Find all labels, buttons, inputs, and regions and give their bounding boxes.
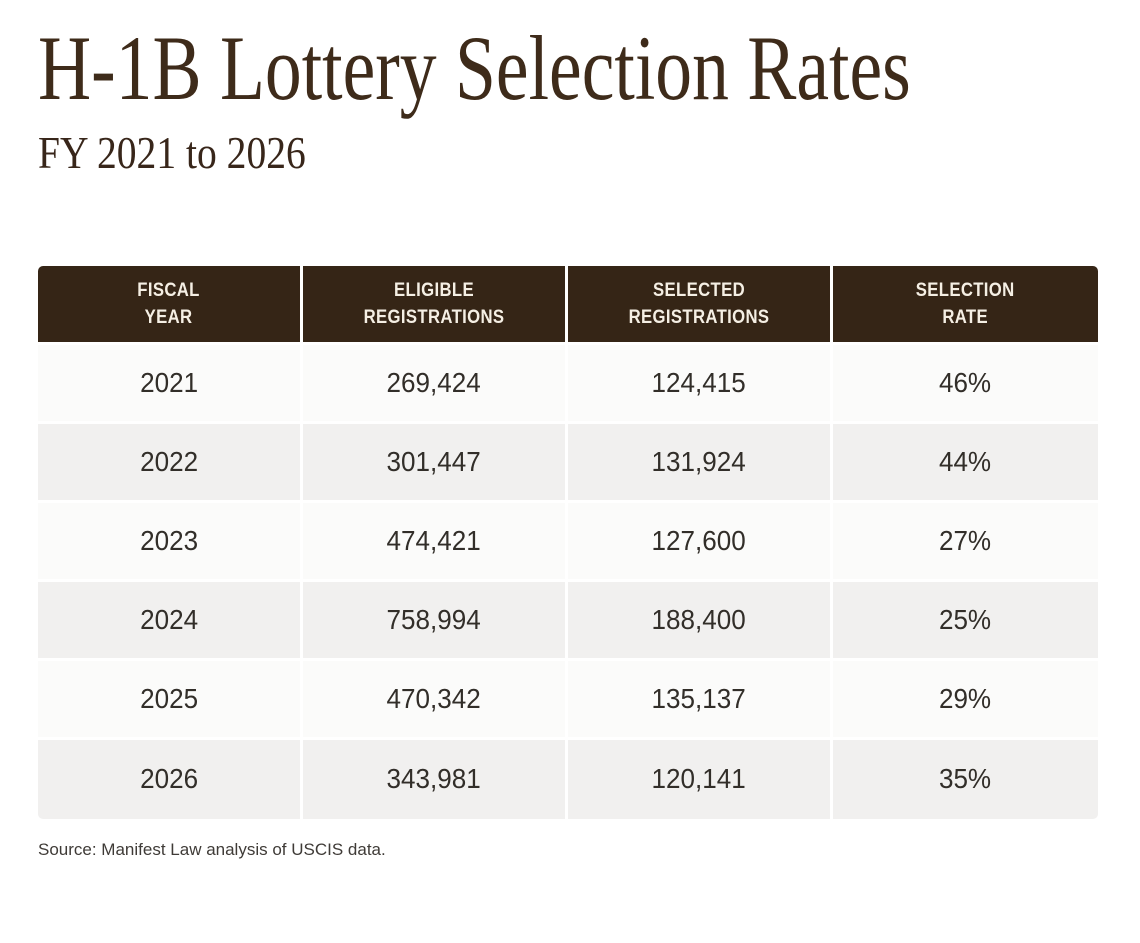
table-row-2022: [38, 424, 1098, 503]
cell-eligible-registrations: 301,447: [303, 424, 568, 503]
cell-fiscal-year: 2025: [38, 661, 303, 740]
cell-selection-rate: 44%: [833, 424, 1098, 503]
page-title: [38, 16, 1098, 121]
table-row-2021: [38, 345, 1098, 424]
column-header-selection-rate: [833, 266, 1098, 345]
cell-selected-registrations: 135,137: [568, 661, 833, 740]
table-row-2024: [38, 582, 1098, 661]
cell-selection-rate: 46%: [833, 345, 1098, 424]
column-header-line: REGISTRATIONS: [363, 306, 505, 328]
page-subtitle: [38, 127, 1098, 180]
table-header: [38, 266, 1098, 345]
cell-selection-rate: 29%: [833, 661, 1098, 740]
column-header-line: FISCAL: [137, 279, 201, 301]
cell-eligible-registrations: 758,994: [303, 582, 568, 661]
cell-eligible-registrations: 470,342: [303, 661, 568, 740]
table-body: [38, 345, 1098, 819]
infographic-page: [0, 16, 1140, 943]
cell-fiscal-year: 2026: [38, 740, 303, 819]
cell-fiscal-year: 2022: [38, 424, 303, 503]
selection-rates-table: [38, 266, 1098, 819]
column-header-line: SELECTION: [916, 279, 1015, 301]
column-header-line: ELIGIBLE: [394, 279, 474, 301]
source-attribution: Source: Manifest Law analysis of USCIS data.: [38, 839, 386, 859]
cell-eligible-registrations: 474,421: [303, 503, 568, 582]
column-header-fiscal-year: [38, 266, 303, 345]
cell-selected-registrations: 127,600: [568, 503, 833, 582]
column-header-line: RATE: [942, 306, 989, 328]
cell-selected-registrations: 124,415: [568, 345, 833, 424]
column-header-line: SELECTED: [652, 279, 745, 301]
table-row-2023: [38, 503, 1098, 582]
table-header-row: [38, 266, 1098, 345]
cell-fiscal-year: 2024: [38, 582, 303, 661]
cell-eligible-registrations: 269,424: [303, 345, 568, 424]
table-row-2025: [38, 661, 1098, 740]
cell-selection-rate: 25%: [833, 582, 1098, 661]
cell-selection-rate: 27%: [833, 503, 1098, 582]
cell-selected-registrations: 131,924: [568, 424, 833, 503]
cell-selection-rate: 35%: [833, 740, 1098, 819]
page-subtitle-text: FY 2021 to 2026: [38, 126, 306, 178]
column-header-line: REGISTRATIONS: [628, 306, 770, 328]
cell-selected-registrations: 188,400: [568, 582, 833, 661]
cell-selected-registrations: 120,141: [568, 740, 833, 819]
column-header-eligible-registrations: [303, 266, 568, 345]
cell-eligible-registrations: 343,981: [303, 740, 568, 819]
column-header-line: YEAR: [145, 306, 193, 328]
page-title-text: H-1B Lottery Selection Rates: [38, 17, 911, 119]
cell-fiscal-year: 2023: [38, 503, 303, 582]
table-row-2026: [38, 740, 1098, 819]
cell-fiscal-year: 2021: [38, 345, 303, 424]
column-header-selected-registrations: [568, 266, 833, 345]
